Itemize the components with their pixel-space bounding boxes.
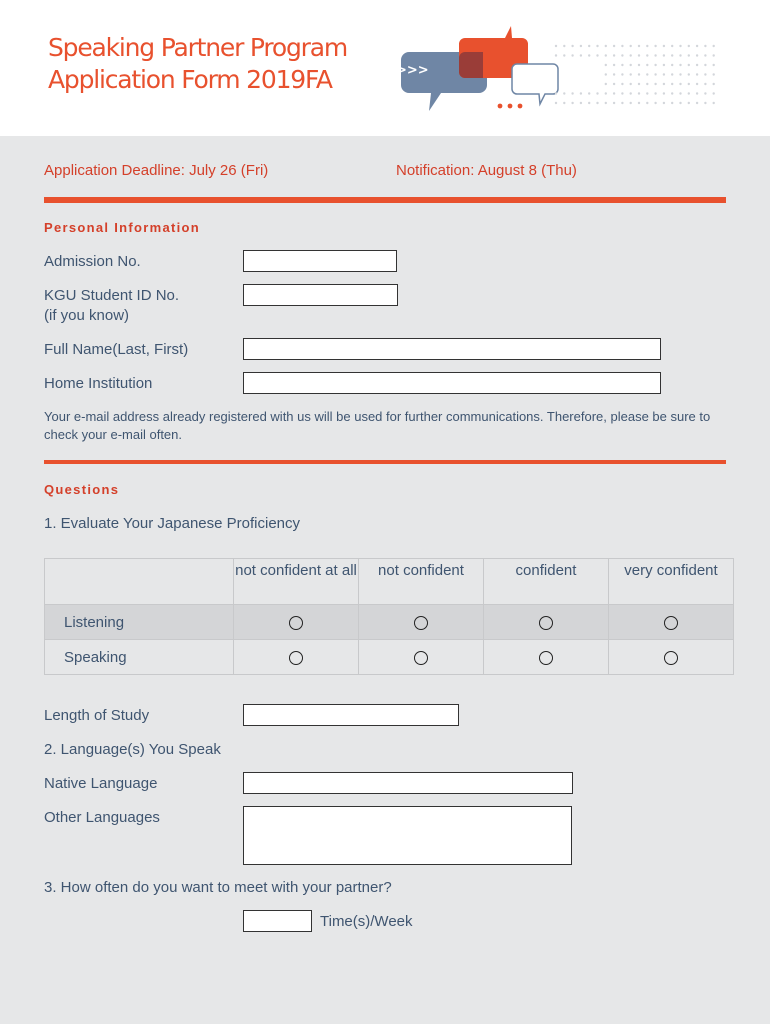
personal-information-heading: Personal Information — [44, 220, 201, 235]
native-language-label: Native Language — [44, 775, 158, 792]
form-header — [0, 0, 770, 136]
title-line-1: Speaking Partner Program — [48, 33, 348, 62]
times-per-week-label: Time(s)/Week — [320, 913, 413, 930]
notification-date: Notification: August 8 (Thu) — [396, 162, 577, 179]
scale-confident: confident — [484, 559, 609, 605]
section-divider — [44, 460, 726, 464]
scale-very-confident: very confident — [609, 559, 734, 605]
dot-pattern-decoration — [553, 43, 723, 108]
student-id-sublabel: (if you know) — [44, 307, 130, 324]
full-name-field[interactable] — [243, 338, 661, 360]
question-2: 2. Language(s) You Speak — [44, 741, 221, 758]
length-of-study-label: Length of Study — [44, 707, 150, 724]
form-title — [48, 32, 347, 96]
meetings-per-week-field[interactable] — [243, 910, 312, 932]
speaking-radio-not-confident[interactable] — [414, 651, 428, 665]
proficiency-table — [44, 558, 734, 675]
other-languages-field[interactable] — [243, 806, 572, 865]
listening-radio-very-confident[interactable] — [664, 616, 678, 630]
listening-radio-not-confident[interactable] — [414, 616, 428, 630]
native-language-field[interactable] — [243, 772, 573, 794]
student-id-label: KGU Student ID No. — [44, 287, 180, 304]
home-institution-label: Home Institution — [44, 375, 153, 392]
table-row — [45, 605, 734, 640]
speaking-radio-not-confident-at-all[interactable] — [289, 651, 303, 665]
speaking-radio-confident[interactable] — [539, 651, 553, 665]
listening-radio-confident[interactable] — [539, 616, 553, 630]
table-corner — [45, 559, 234, 605]
questions-heading: Questions — [44, 482, 120, 497]
other-languages-label: Other Languages — [44, 809, 160, 826]
row-label-speaking: Speaking — [45, 640, 234, 675]
question-3: 3. How often do you want to meet with your partner? — [44, 879, 392, 896]
row-label-listening: Listening — [45, 605, 234, 640]
question-1: 1. Evaluate Your Japanese Proficiency — [44, 515, 301, 532]
scale-not-confident-at-all: not confident at all — [234, 559, 359, 605]
table-row — [45, 640, 734, 675]
admission-no-label: Admission No. — [44, 253, 141, 270]
speaking-radio-very-confident[interactable] — [664, 651, 678, 665]
speech-bubbles-icon — [395, 22, 565, 117]
home-institution-field[interactable] — [243, 372, 661, 394]
section-divider — [44, 197, 726, 203]
admission-no-field[interactable] — [243, 250, 397, 272]
logo-arrows: >>> — [396, 63, 429, 78]
scale-not-confident: not confident — [359, 559, 484, 605]
title-line-2: Application Form 2019FA — [48, 65, 332, 94]
listening-radio-not-confident-at-all[interactable] — [289, 616, 303, 630]
full-name-label: Full Name(Last, First) — [44, 341, 189, 358]
email-notice: Your e-mail address already registered with us will be used for further communications. Therefore, please be sure to check your e-mail often. — [44, 409, 711, 442]
student-id-field[interactable] — [243, 284, 398, 306]
length-of-study-field[interactable] — [243, 704, 459, 726]
application-deadline: Application Deadline: July 26 (Fri) — [44, 162, 269, 179]
